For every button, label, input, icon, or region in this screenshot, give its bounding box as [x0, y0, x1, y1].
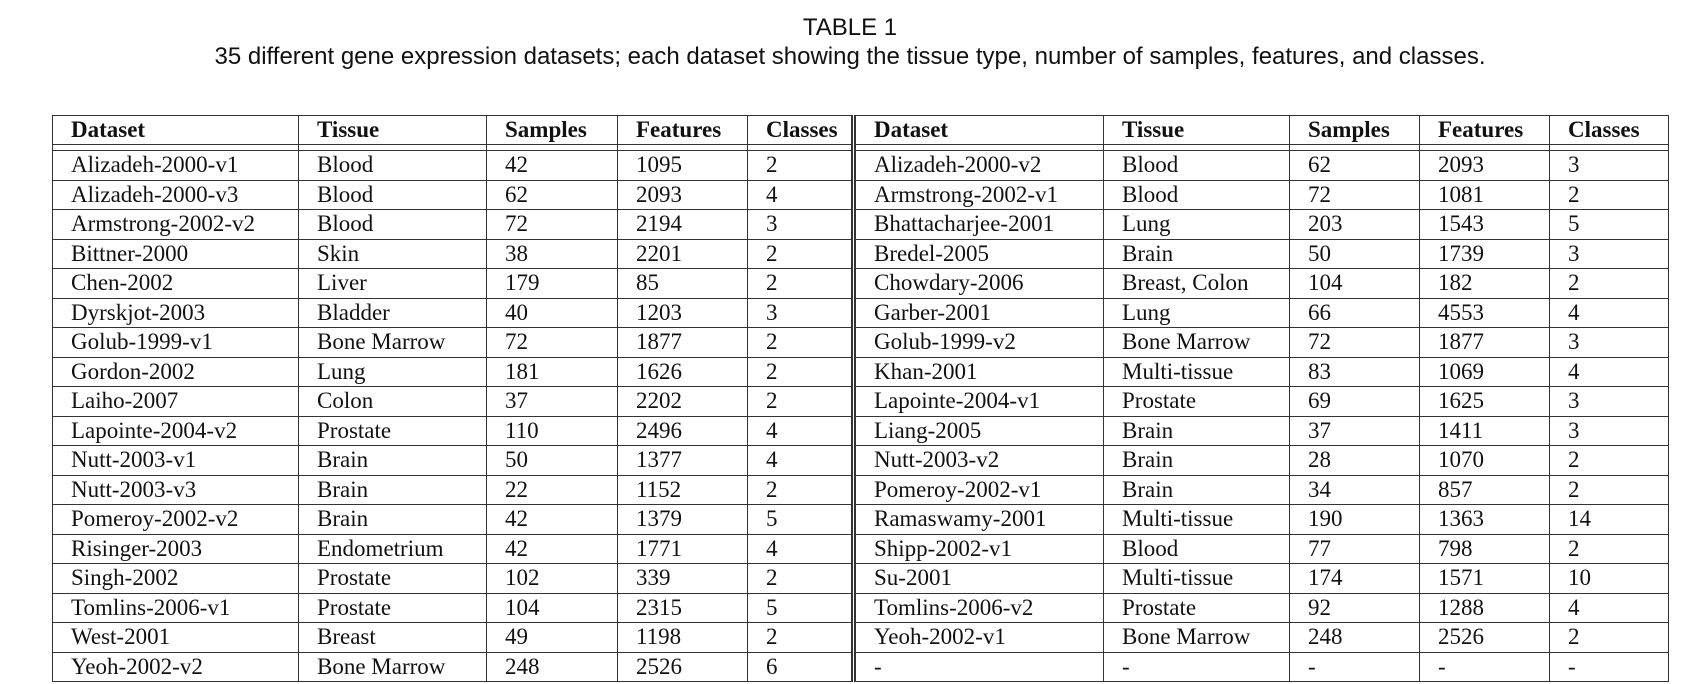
cell-dataset: Nutt-2003-v3	[53, 475, 299, 505]
cell-samples: 104	[487, 593, 618, 623]
cell-classes: 2	[748, 387, 854, 417]
cell-dataset: Liang-2005	[854, 416, 1104, 446]
cell-tissue: Multi-tissue	[1104, 357, 1290, 387]
cell-dataset: Laiho-2007	[53, 387, 299, 417]
cell-tissue: Blood	[299, 210, 487, 240]
cell-features: 2202	[618, 387, 748, 417]
cell-classes: 4	[748, 446, 854, 476]
cell-features: 1288	[1420, 593, 1550, 623]
cell-tissue: Lung	[299, 357, 487, 387]
cell-features: 1411	[1420, 416, 1550, 446]
cell-dataset: -	[854, 652, 1104, 682]
cell-samples: 77	[1290, 534, 1420, 564]
table-row	[53, 239, 1669, 269]
cell-features: 1095	[618, 151, 748, 181]
header-features-right: Features	[1420, 116, 1550, 145]
cell-features: 4553	[1420, 298, 1550, 328]
cell-features: -	[1420, 652, 1550, 682]
cell-dataset: Lapointe-2004-v1	[854, 387, 1104, 417]
cell-classes: 2	[748, 328, 854, 358]
cell-dataset: Tomlins-2006-v2	[854, 593, 1104, 623]
cell-features: 339	[618, 564, 748, 594]
cell-features: 2526	[1420, 623, 1550, 653]
table-row	[53, 416, 1669, 446]
header-dataset-left: Dataset	[53, 116, 299, 145]
cell-tissue: Blood	[1104, 534, 1290, 564]
cell-samples: 34	[1290, 475, 1420, 505]
cell-dataset: Bredel-2005	[854, 239, 1104, 269]
cell-classes: 3	[1550, 151, 1669, 181]
cell-classes: 4	[748, 534, 854, 564]
cell-samples: 72	[487, 328, 618, 358]
cell-features: 2093	[1420, 151, 1550, 181]
cell-samples: 66	[1290, 298, 1420, 328]
cell-features: 1363	[1420, 505, 1550, 535]
cell-classes: 2	[1550, 269, 1669, 299]
cell-tissue: Bladder	[299, 298, 487, 328]
header-classes-right: Classes	[1550, 116, 1669, 145]
cell-features: 1877	[1420, 328, 1550, 358]
cell-classes: 2	[748, 623, 854, 653]
cell-features: 2496	[618, 416, 748, 446]
cell-dataset: Yeoh-2002-v1	[854, 623, 1104, 653]
cell-tissue: Brain	[299, 475, 487, 505]
cell-dataset: Khan-2001	[854, 357, 1104, 387]
table-row	[53, 269, 1669, 299]
cell-samples: 62	[487, 180, 618, 210]
cell-classes: 2	[748, 239, 854, 269]
cell-tissue: Prostate	[1104, 593, 1290, 623]
cell-tissue: Brain	[1104, 446, 1290, 476]
cell-tissue: Bone Marrow	[1104, 623, 1290, 653]
cell-dataset: Golub-1999-v1	[53, 328, 299, 358]
cell-tissue: Blood	[1104, 180, 1290, 210]
table-row	[53, 180, 1669, 210]
table-row	[53, 623, 1669, 653]
cell-dataset: Su-2001	[854, 564, 1104, 594]
cell-features: 1543	[1420, 210, 1550, 240]
cell-samples: 42	[487, 151, 618, 181]
cell-classes: 5	[1550, 210, 1669, 240]
table-row	[53, 475, 1669, 505]
cell-features: 798	[1420, 534, 1550, 564]
table-row	[53, 210, 1669, 240]
cell-features: 1198	[618, 623, 748, 653]
cell-features: 1379	[618, 505, 748, 535]
cell-dataset: Alizadeh-2000-v3	[53, 180, 299, 210]
cell-dataset: Nutt-2003-v2	[854, 446, 1104, 476]
cell-dataset: Pomeroy-2002-v1	[854, 475, 1104, 505]
cell-features: 1069	[1420, 357, 1550, 387]
cell-dataset: Yeoh-2002-v2	[53, 652, 299, 682]
cell-classes: 4	[1550, 357, 1669, 387]
cell-classes: 2	[1550, 623, 1669, 653]
cell-classes: 14	[1550, 505, 1669, 535]
cell-tissue: -	[1104, 652, 1290, 682]
cell-classes: 2	[748, 151, 854, 181]
gene-expression-datasets-table	[52, 115, 1669, 682]
cell-features: 1203	[618, 298, 748, 328]
cell-classes: 3	[1550, 328, 1669, 358]
cell-classes: 2	[748, 357, 854, 387]
cell-samples: 49	[487, 623, 618, 653]
cell-samples: 37	[487, 387, 618, 417]
cell-classes: 2	[1550, 446, 1669, 476]
cell-dataset: Armstrong-2002-v2	[53, 210, 299, 240]
cell-classes: 5	[748, 593, 854, 623]
cell-samples: 50	[487, 446, 618, 476]
cell-features: 1081	[1420, 180, 1550, 210]
cell-dataset: Garber-2001	[854, 298, 1104, 328]
cell-samples: 40	[487, 298, 618, 328]
cell-features: 1070	[1420, 446, 1550, 476]
cell-features: 1626	[618, 357, 748, 387]
cell-features: 182	[1420, 269, 1550, 299]
cell-dataset: Pomeroy-2002-v2	[53, 505, 299, 535]
cell-tissue: Colon	[299, 387, 487, 417]
cell-samples: 203	[1290, 210, 1420, 240]
cell-dataset: Tomlins-2006-v1	[53, 593, 299, 623]
table-row	[53, 505, 1669, 535]
table-title: TABLE 1	[802, 14, 898, 41]
cell-samples: 83	[1290, 357, 1420, 387]
header-dataset-right: Dataset	[854, 116, 1104, 145]
cell-features: 2194	[618, 210, 748, 240]
cell-classes: 10	[1550, 564, 1669, 594]
cell-features: 2315	[618, 593, 748, 623]
cell-dataset: Dyrskjot-2003	[53, 298, 299, 328]
cell-samples: 179	[487, 269, 618, 299]
table-row	[53, 534, 1669, 564]
cell-tissue: Brain	[1104, 475, 1290, 505]
cell-dataset: Singh-2002	[53, 564, 299, 594]
cell-samples: 92	[1290, 593, 1420, 623]
cell-samples: 50	[1290, 239, 1420, 269]
cell-tissue: Breast, Colon	[1104, 269, 1290, 299]
cell-dataset: Chen-2002	[53, 269, 299, 299]
cell-classes: 2	[1550, 475, 1669, 505]
header-row	[53, 116, 1669, 145]
cell-tissue: Lung	[1104, 210, 1290, 240]
cell-samples: 42	[487, 505, 618, 535]
cell-tissue: Endometrium	[299, 534, 487, 564]
cell-dataset: West-2001	[53, 623, 299, 653]
cell-features: 857	[1420, 475, 1550, 505]
cell-samples: 190	[1290, 505, 1420, 535]
cell-tissue: Bone Marrow	[299, 328, 487, 358]
cell-features: 85	[618, 269, 748, 299]
cell-samples: 104	[1290, 269, 1420, 299]
cell-samples: 72	[487, 210, 618, 240]
cell-tissue: Breast	[299, 623, 487, 653]
cell-dataset: Ramaswamy-2001	[854, 505, 1104, 535]
cell-classes: 3	[1550, 239, 1669, 269]
cell-classes: 3	[1550, 416, 1669, 446]
cell-samples: 37	[1290, 416, 1420, 446]
cell-classes: 4	[1550, 298, 1669, 328]
cell-samples: 72	[1290, 328, 1420, 358]
cell-dataset: Nutt-2003-v1	[53, 446, 299, 476]
cell-classes: 3	[1550, 387, 1669, 417]
cell-features: 1152	[618, 475, 748, 505]
cell-samples: 110	[487, 416, 618, 446]
cell-tissue: Prostate	[299, 593, 487, 623]
table-row	[53, 357, 1669, 387]
cell-tissue: Bone Marrow	[299, 652, 487, 682]
cell-samples: 181	[487, 357, 618, 387]
cell-samples: 248	[1290, 623, 1420, 653]
cell-features: 1771	[618, 534, 748, 564]
cell-tissue: Liver	[299, 269, 487, 299]
cell-dataset: Bittner-2000	[53, 239, 299, 269]
cell-tissue: Bone Marrow	[1104, 328, 1290, 358]
cell-samples: 69	[1290, 387, 1420, 417]
table-row	[53, 593, 1669, 623]
cell-tissue: Lung	[1104, 298, 1290, 328]
table-row	[53, 446, 1669, 476]
cell-tissue: Multi-tissue	[1104, 505, 1290, 535]
cell-dataset: Armstrong-2002-v1	[854, 180, 1104, 210]
cell-samples: -	[1290, 652, 1420, 682]
cell-dataset: Alizadeh-2000-v2	[854, 151, 1104, 181]
table-row	[53, 387, 1669, 417]
cell-dataset: Alizadeh-2000-v1	[53, 151, 299, 181]
cell-dataset: Lapointe-2004-v2	[53, 416, 299, 446]
cell-features: 1571	[1420, 564, 1550, 594]
cell-tissue: Blood	[299, 180, 487, 210]
table-row	[53, 652, 1669, 682]
cell-features: 1739	[1420, 239, 1550, 269]
cell-tissue: Brain	[1104, 416, 1290, 446]
cell-samples: 248	[487, 652, 618, 682]
cell-classes: 4	[748, 416, 854, 446]
cell-features: 1625	[1420, 387, 1550, 417]
cell-classes: 5	[748, 505, 854, 535]
cell-classes: 3	[748, 210, 854, 240]
cell-tissue: Brain	[299, 505, 487, 535]
cell-tissue: Blood	[1104, 151, 1290, 181]
table-caption: 35 different gene expression datasets; each dataset showing the tissue type, number of samples, features, and classes.	[214, 43, 1486, 70]
cell-tissue: Prostate	[299, 564, 487, 594]
cell-classes: 2	[1550, 180, 1669, 210]
cell-classes: 3	[748, 298, 854, 328]
table-row	[53, 151, 1669, 181]
cell-features: 1877	[618, 328, 748, 358]
cell-dataset: Bhattacharjee-2001	[854, 210, 1104, 240]
cell-features: 2093	[618, 180, 748, 210]
cell-samples: 28	[1290, 446, 1420, 476]
cell-samples: 38	[487, 239, 618, 269]
table-body	[53, 145, 1669, 682]
cell-tissue: Brain	[1104, 239, 1290, 269]
cell-tissue: Multi-tissue	[1104, 564, 1290, 594]
cell-samples: 22	[487, 475, 618, 505]
cell-classes: 2	[748, 475, 854, 505]
cell-dataset: Shipp-2002-v1	[854, 534, 1104, 564]
cell-tissue: Prostate	[1104, 387, 1290, 417]
cell-samples: 102	[487, 564, 618, 594]
cell-tissue: Skin	[299, 239, 487, 269]
table-row	[53, 328, 1669, 358]
cell-classes: 2	[1550, 534, 1669, 564]
cell-classes: 6	[748, 652, 854, 682]
cell-dataset: Risinger-2003	[53, 534, 299, 564]
table-row	[53, 564, 1669, 594]
header-tissue-left: Tissue	[299, 116, 487, 145]
cell-samples: 62	[1290, 151, 1420, 181]
cell-samples: 72	[1290, 180, 1420, 210]
cell-features: 1377	[618, 446, 748, 476]
cell-samples: 174	[1290, 564, 1420, 594]
cell-classes: 2	[748, 269, 854, 299]
cell-features: 2526	[618, 652, 748, 682]
cell-tissue: Prostate	[299, 416, 487, 446]
cell-samples: 42	[487, 534, 618, 564]
cell-tissue: Brain	[299, 446, 487, 476]
cell-classes: 4	[1550, 593, 1669, 623]
table-row	[53, 298, 1669, 328]
header-samples-left: Samples	[487, 116, 618, 145]
header-classes-left: Classes	[748, 116, 854, 145]
cell-dataset: Gordon-2002	[53, 357, 299, 387]
cell-classes: 4	[748, 180, 854, 210]
header-tissue-right: Tissue	[1104, 116, 1290, 145]
header-samples-right: Samples	[1290, 116, 1420, 145]
cell-classes: 2	[748, 564, 854, 594]
cell-dataset: Golub-1999-v2	[854, 328, 1104, 358]
cell-features: 2201	[618, 239, 748, 269]
cell-classes: -	[1550, 652, 1669, 682]
cell-dataset: Chowdary-2006	[854, 269, 1104, 299]
header-features-left: Features	[618, 116, 748, 145]
cell-tissue: Blood	[299, 151, 487, 181]
